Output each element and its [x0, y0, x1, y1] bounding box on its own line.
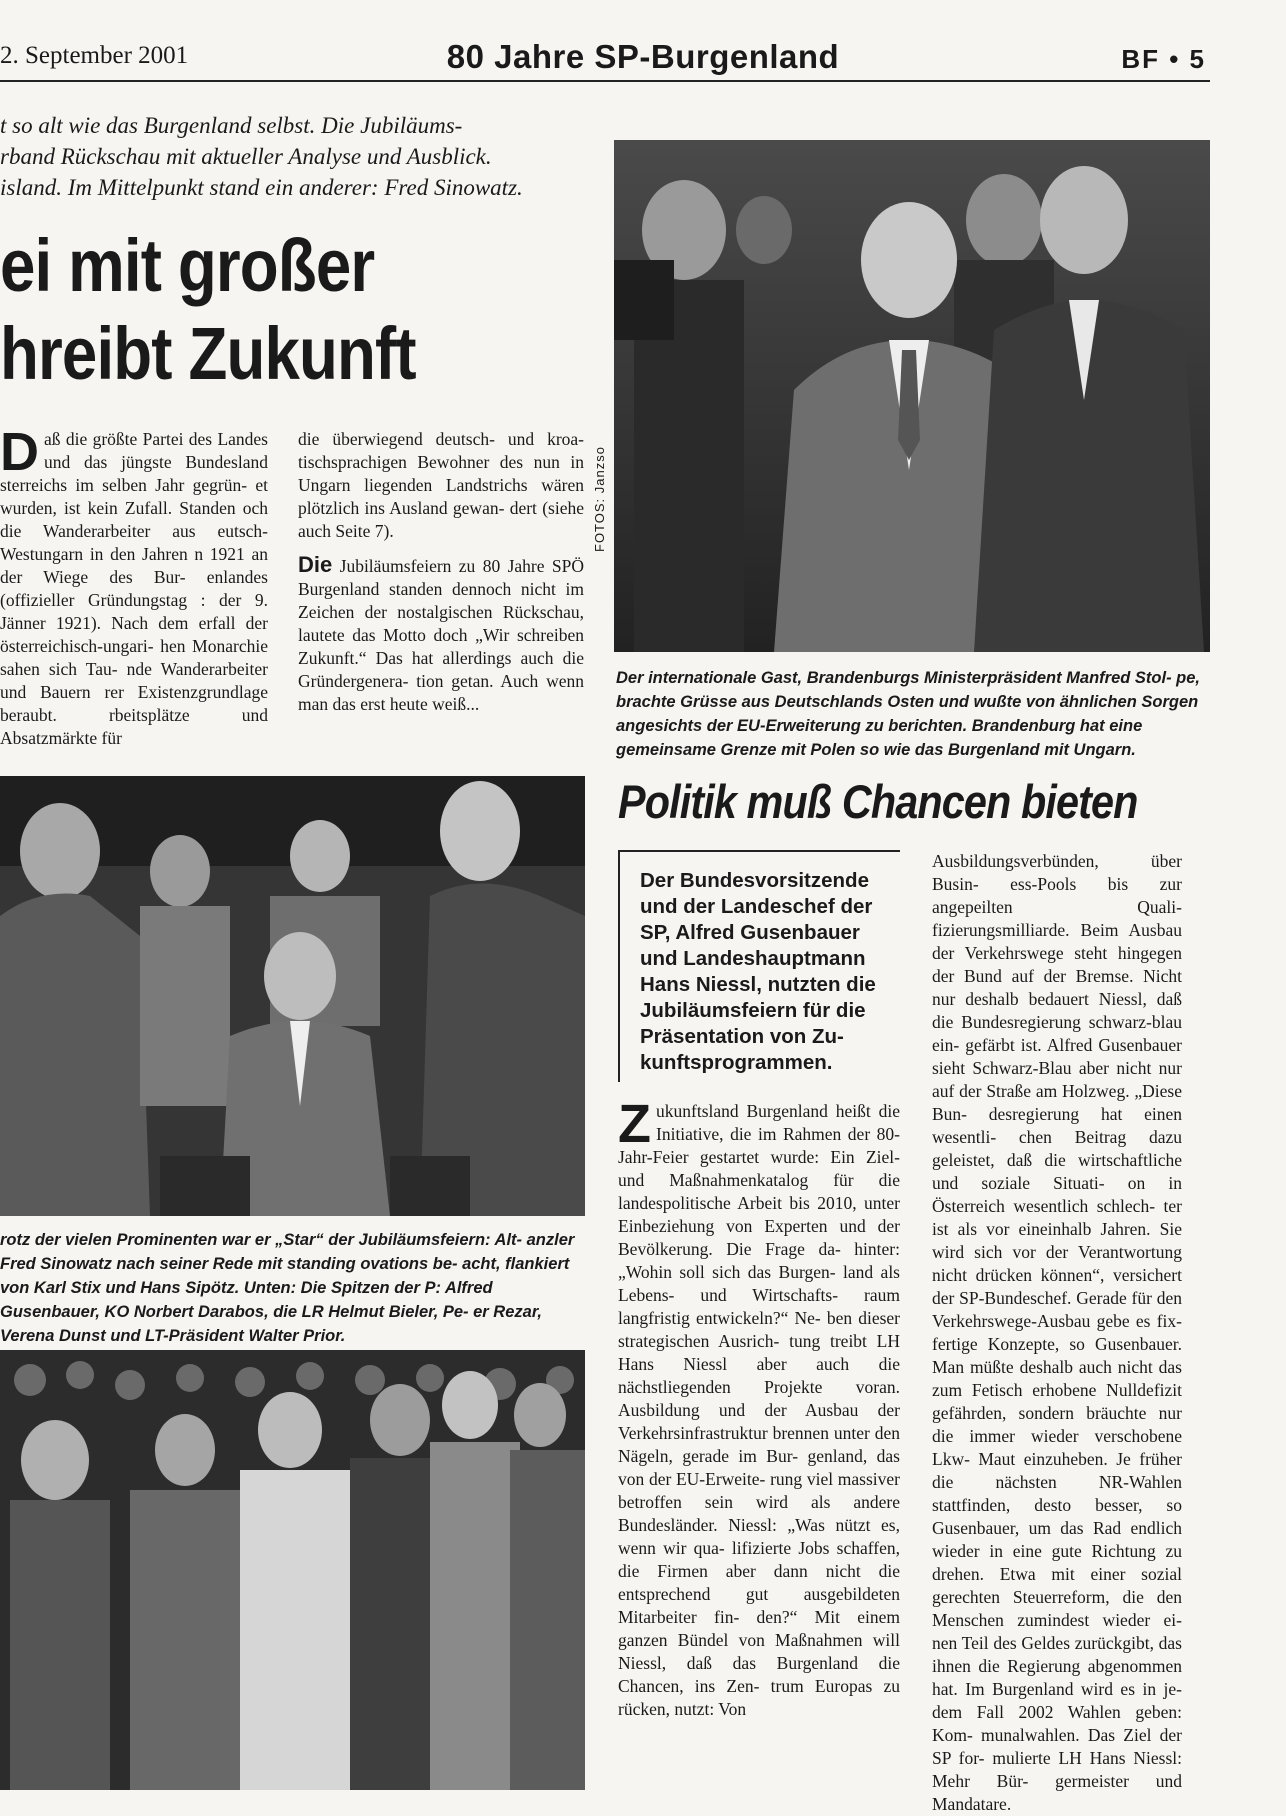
page-label: BF • 5: [1121, 44, 1206, 74]
article2-column1: [618, 1094, 900, 1721]
photo-credit: FOTOS: Janzso: [592, 446, 607, 552]
summary-box-text: Der Bundesvorsitzende und der Landeschef der SP, Alfred Gusenbauer und Landeshauptmann Hans Niessl, nutzten die Jubiläumsfeiern für die Präsentation von Zu- kunftsprogrammen.: [640, 869, 876, 1074]
article2-column2: Ausbildungsverbünden, über Busin- ess-Pools bis zur angepeilten Quali- fizierungsmilliarde. Beim Ausbau der Verkehrswege steht hingegen der Bund auf der Bremse. Nicht nur deshalb bedauert Niessl, daß die Bundesregierung schwarz-blau ein- gefärbt ist. Alfred Gusenbauer sieht Schwarz-Blau aber nicht nur auf der Straße am Holzweg. „Diese Bun- desregierung hat einen wesentli- chen Beitrag dazu geleistet, daß die wirtschaftliche und soziale Situati- on in Österreich wesentlich schlech- ter ist als vor eineinhalb Jahren. Sie wird sich vor der Verantwortung nicht drücken können“, versichert der SP-Bundeschef. Gerade für den Verkehrswege-Ausbau gebe es fix- fertige Konzepte, so Gusenbauer. Man müßte deshalb auch nicht das zum Fetisch erhobene Nulldefizit gefährden, sondern bräuchte nur die immer wieder verschobene Lkw- Maut einzuheben. Je früher die nächsten NR-Wahlen stattfinden, desto besser, so Gusenbauer, um das Rad endlich wieder in eine gute Richtung zu drehen. Etwa mit einer sozial gerechten Steuerreform, die den Menschen zumindest wieder ei- nen Teil des Geldes zurückgibt, das ihnen die Regierung abgenommen hat. Im Burgenland wird es in je- dem Fall 2002 Wahlen geben: Kom- munalwahlen. Das Ziel der SP for- mulierte LH Hans Niessl: Mehr Bür- germeister und Mandatare.: [932, 851, 1182, 1814]
intro-line: t so alt wie das Burgenland selbst. Die Jubiläums-: [0, 113, 463, 138]
drop-cap: D: [0, 422, 39, 482]
section-title: 80 Jahre SP-Burgenland: [446, 38, 840, 75]
headline-line: hreibt Zukunft: [0, 312, 416, 395]
article1-col2-paragraph1: die überwiegend deutsch- und kroa- tischsprachigen Bewohner des nun in Ungarn liegenden Landstrichs wären plötzlich ins Ausland gewan- dert (siehe auch Seite 7).: [298, 429, 584, 541]
article1-column1: [0, 422, 268, 750]
issue-date: 2. September 2001: [0, 42, 189, 69]
photo-sinowatz-ovation: [0, 776, 585, 1216]
article1-col2-text: Jubiläumsfeiern zu 80 Jahre SPÖ Burgenland standen dennoch nicht im Zeichen der nostalgischen Rückschau, lautete das Motto doch „Wir schreiben Zukunft.“ Das hat allerdings auch die Gründergenera- tion getan. Auch wenn man das erst heute weiß...: [298, 556, 584, 714]
lead-in: Die: [298, 552, 333, 577]
drop-cap: Z: [618, 1094, 651, 1154]
photo-stolpe-walking: [614, 140, 1210, 652]
header-rule: [0, 80, 1210, 82]
intro-text: [0, 110, 600, 203]
photo-caption-top: Der internationale Gast, Brandenburgs Ministerpräsident Manfred Stol- pe, brachte Grüsse aus Deutschlands Osten und wußte von ähnlichen Sorgen angesichts der EU-Erweiterung zu berichten. Brandenburg hat eine gemeinsame Grenze mit Polen so wie das Burgenland mit Ungarn.: [616, 669, 1201, 759]
article2-col1-text: ukunftsland Burgenland heißt die Initiative, die im Rahmen der 80-Jahr-Feier gestartet wurde: Ein Ziel- und Maßnahmenkatalog für die landespolitische Arbeit bis 2010, unter Einbeziehung von Experten und der Bevölkerung. Die Frage da- hinter: „Wohin soll sich das Burgen- land als Lebens- und Wirtschafts- raum langfristig entwickeln?“ Ne- ben dieser strategischen Ausrich- tung treibt LH Hans Niessl aber auch die nächstliegenden Projekte voran. Ausbildung und der Ausbau der Verkehrsinfrastruktur brennen unter den Nägeln, gerade im Bur- genland, das von der EU-Erweite- rung viel massiver betroffen sein wird als andere Bundesländer. Niessl: „Was nützt es, wenn wir qua- lifizierte Jobs schaffen, die Firmen aber dann nicht die entsprechend gut ausgebildeten Mitarbeiter fin- den?“ Mit einem ganzen Bündel von Maßnahmen will Niessl, daß das Burgenland die Chancen, ins Zen- trum Europas zu rücken, nutzt: Von: [618, 1101, 900, 1719]
photo-caption-middle: rotz der vielen Prominenten war er „Star“ der Jubiläumsfeiern: Alt- anzler Fred Sinowatz nach seiner Rede mit standing ovations be- acht, flankiert von Karl Stix und Hans Sipötz. Unten: Die Spitzen der P: Alfred Gusenbauer, KO Norbert Darabos, die LR Helmut Bieler, Pe- er Rezar, Verena Dunst und LT-Präsident Walter Prior.: [0, 1231, 575, 1345]
article1-col2-paragraph2: [298, 553, 584, 716]
main-headline: [0, 222, 533, 398]
article2-headline: Politik muß Chancen bieten: [618, 775, 1138, 828]
article1-column2: [298, 428, 584, 716]
article1-col1-text: aß die größte Partei des Landes und das jüngste Bundesland sterreichs im selben Jahr gegrün- et wurden, ist kein Zufall. Standen och die Wanderarbeiter aus eutsch-Westungarn in den Jahren n 1921 an der Wiege des Bur- enlandes (offizieller Gründungstag : der 9. Jänner 1921). Nach dem erfall der österreichisch-ungari- hen Monarchie sahen sich Tau- nde Wanderarbeiter und Bauern rer Existenzgrundlage beraubt. rbeitsplätze und Absatzmärkte für: [0, 429, 268, 748]
intro-line: island. Im Mittelpunkt stand ein anderer: Fred Sinowatz.: [0, 175, 523, 200]
intro-line: rband Rückschau mit aktueller Analyse und Ausblick.: [0, 144, 492, 169]
headline-line: ei mit großer: [0, 224, 375, 307]
photo-audience-leaders: [0, 1350, 585, 1790]
